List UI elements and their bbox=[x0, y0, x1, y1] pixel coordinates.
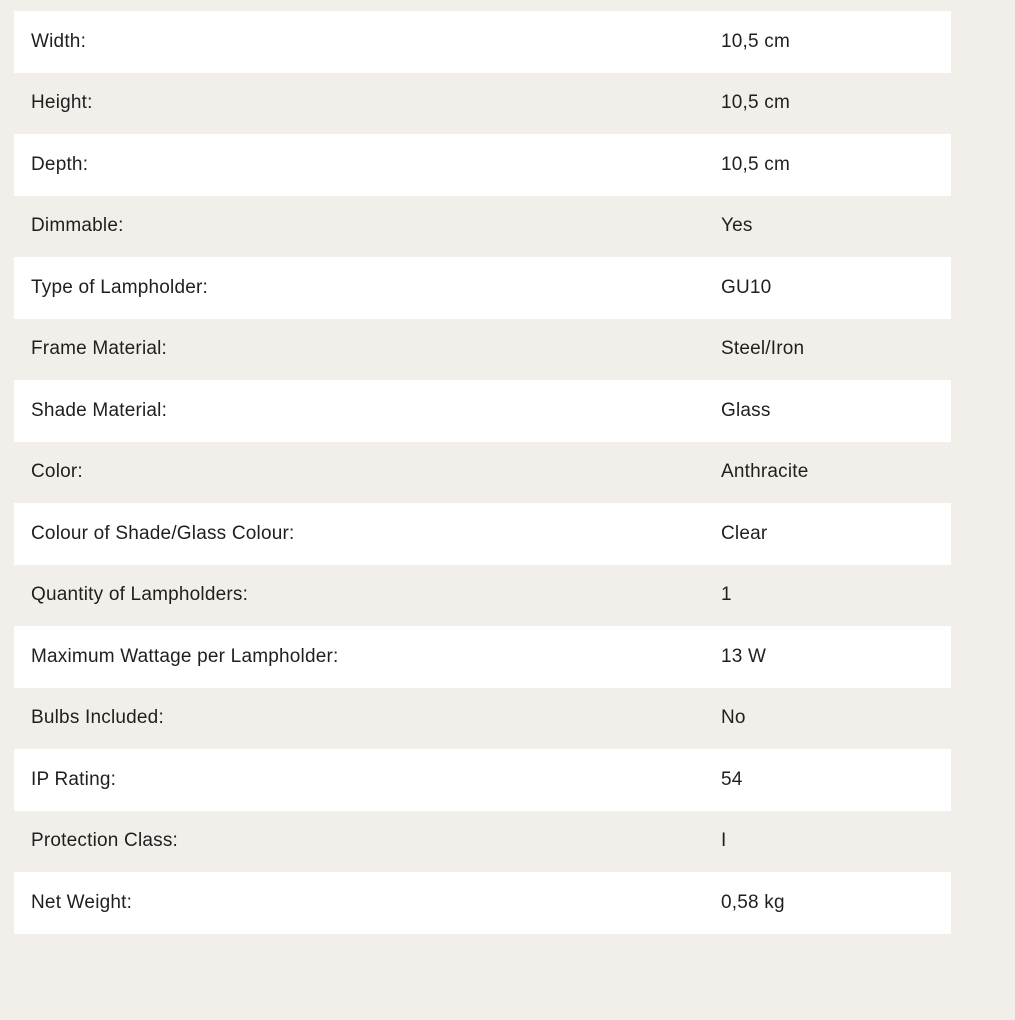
spec-value: 10,5 cm bbox=[721, 30, 790, 52]
spec-label: Height: bbox=[31, 92, 93, 114]
spec-value: Glass bbox=[721, 399, 771, 421]
spec-label: Maximum Wattage per Lampholder: bbox=[31, 645, 339, 667]
spec-value: 10,5 cm bbox=[721, 153, 790, 175]
spec-label: Quantity of Lampholders: bbox=[31, 584, 249, 606]
spec-label: Bulbs Included: bbox=[31, 707, 164, 729]
spec-row-shade-material bbox=[14, 380, 951, 442]
spec-value: 54 bbox=[721, 768, 743, 790]
spec-label: Shade Material: bbox=[31, 399, 168, 421]
spec-row-ip-rating bbox=[14, 749, 951, 811]
spec-row-bulbs-included bbox=[14, 688, 951, 750]
spec-value: I bbox=[721, 830, 727, 852]
spec-value: 10,5 cm bbox=[721, 92, 790, 114]
spec-row-shade-colour bbox=[14, 503, 951, 565]
spec-value: Yes bbox=[721, 215, 753, 237]
spec-label: Depth: bbox=[31, 153, 89, 175]
spec-row-frame-material bbox=[14, 319, 951, 381]
spec-label: Protection Class: bbox=[31, 830, 179, 852]
spec-row-dimmable bbox=[14, 196, 951, 258]
spec-label: Frame Material: bbox=[31, 338, 168, 360]
spec-label: Width: bbox=[31, 30, 87, 52]
spec-value: 13 W bbox=[721, 645, 767, 667]
spec-row-max-wattage bbox=[14, 626, 951, 688]
spec-label: Net Weight: bbox=[31, 891, 133, 913]
spec-row-depth bbox=[14, 134, 951, 196]
spec-row-color bbox=[14, 442, 951, 504]
spec-row-width bbox=[14, 11, 951, 73]
spec-row-lampholder-quantity bbox=[14, 565, 951, 627]
spec-label: IP Rating: bbox=[31, 768, 117, 790]
spec-value: GU10 bbox=[721, 276, 772, 298]
spec-value: Clear bbox=[721, 522, 768, 544]
spec-label: Dimmable: bbox=[31, 215, 124, 237]
spec-value: No bbox=[721, 707, 746, 729]
spec-value: Steel/Iron bbox=[721, 338, 805, 360]
spec-row-height bbox=[14, 73, 951, 135]
spec-label: Type of Lampholder: bbox=[31, 276, 209, 298]
spec-row-protection-class bbox=[14, 811, 951, 873]
product-specifications-table bbox=[14, 11, 951, 934]
spec-value: Anthracite bbox=[721, 461, 809, 483]
spec-row-lampholder-type bbox=[14, 257, 951, 319]
spec-value: 1 bbox=[721, 584, 732, 606]
spec-row-net-weight bbox=[14, 872, 951, 934]
spec-value: 0,58 kg bbox=[721, 891, 785, 913]
spec-label: Color: bbox=[31, 461, 83, 483]
spec-label: Colour of Shade/Glass Colour: bbox=[31, 522, 295, 544]
